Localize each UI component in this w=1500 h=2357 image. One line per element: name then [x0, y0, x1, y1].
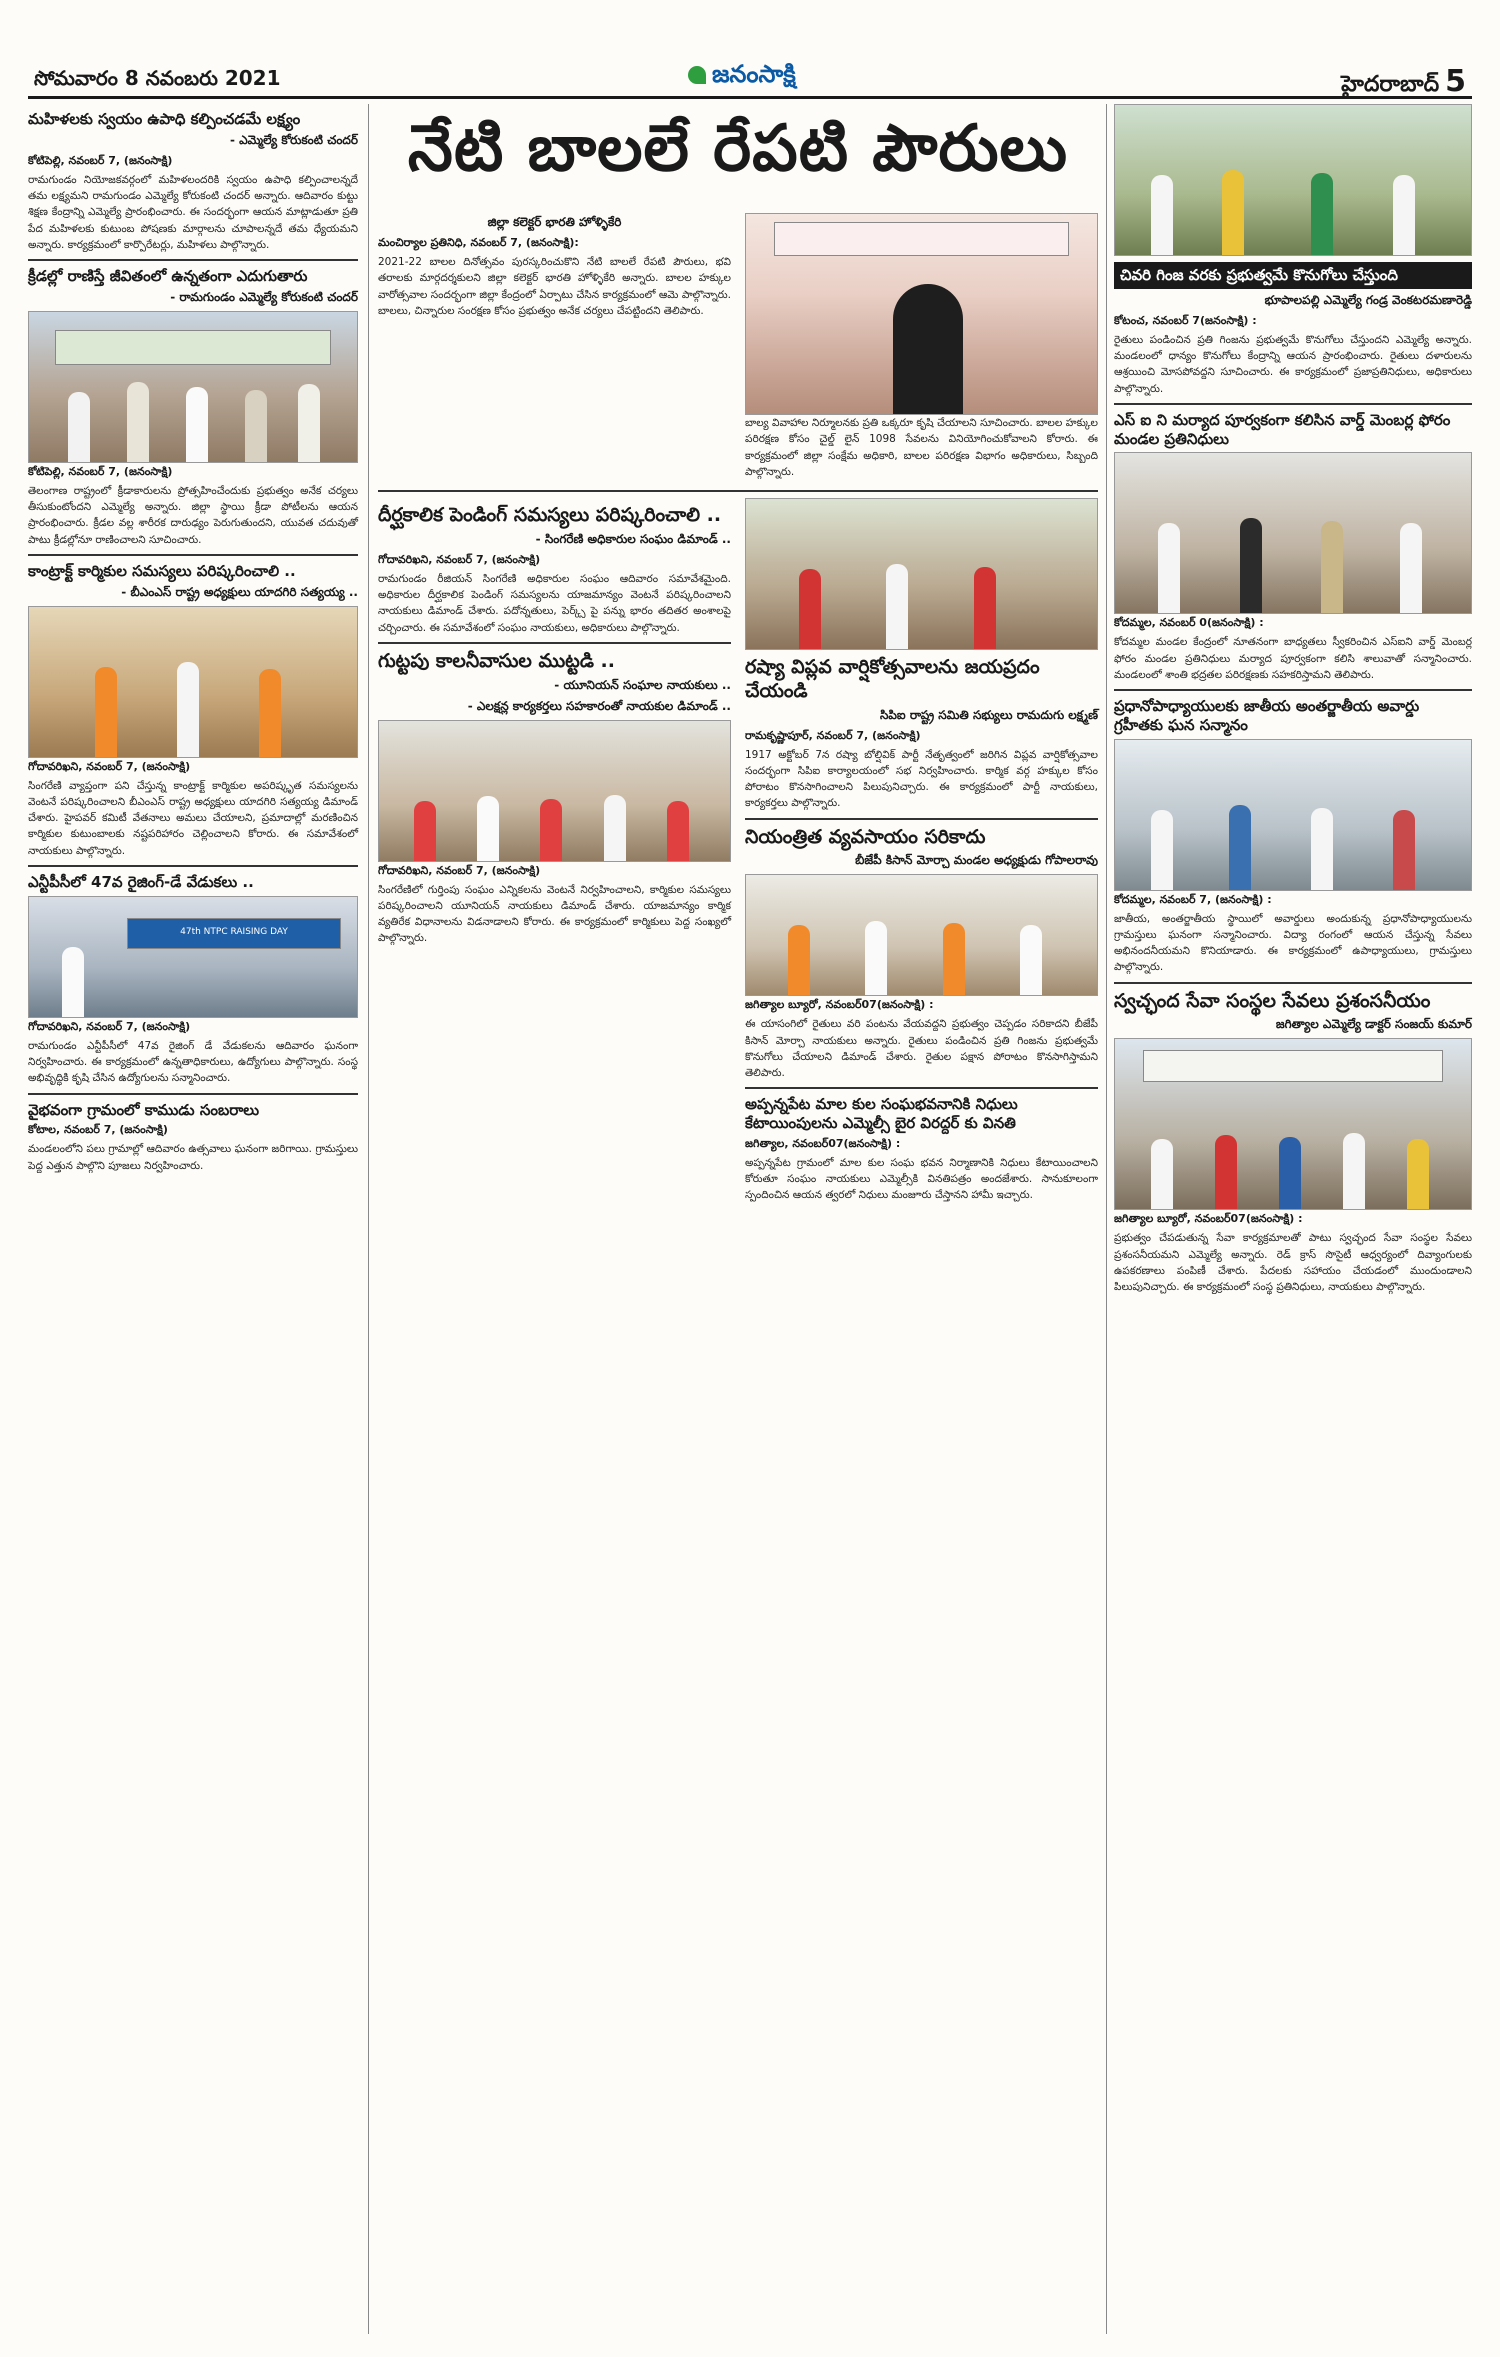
news-photo — [1114, 739, 1472, 891]
article-dateline: గోదావరిఖని, నవంబర్ 7, (జనంసాక్షి) — [28, 759, 191, 773]
article-headline: ఎన్టీపీసీలో 47వ రైజింగ్-డే వేడుకలు .. — [28, 872, 254, 891]
person-figure — [1215, 1135, 1237, 1209]
paper-name: జనంసాక్షి — [712, 60, 796, 88]
article-headline: స్వచ్ఛంద సేవా సంస్థల సేవలు ప్రశంసనీయం — [1114, 989, 1431, 1012]
person-figure — [886, 564, 908, 649]
person-figure — [1393, 175, 1415, 255]
article-byline: సిపిఐ రాష్ట్ర సమితి సభ్యులు రామదుగు లక్ష్మణ్ — [879, 707, 1098, 722]
person-figure — [943, 923, 965, 995]
news-photo — [378, 720, 731, 862]
person-figure — [1229, 805, 1251, 890]
person-figure — [245, 390, 267, 462]
person-figure — [186, 387, 208, 462]
article-subhead: - ఎలక్షన్ల కార్యకర్తలు సహకారంతో నాయకుల డిమాండ్ .. — [467, 698, 731, 713]
article-dateline: గోదావరిఖని, నవంబర్ 7, (జనంసాక్షి) — [378, 863, 541, 877]
photo-banner — [1143, 1050, 1442, 1083]
news-photo — [28, 896, 358, 1018]
article-dateline: మంచిర్యాల ప్రతినిధి, నవంబర్ 7, (జనంసాక్షి): — [378, 236, 579, 249]
person-figure — [1407, 1139, 1429, 1209]
paper-logo — [688, 60, 796, 94]
divider — [28, 865, 358, 867]
person-figure — [1151, 1139, 1173, 1209]
person-figure — [1279, 1137, 1301, 1209]
person-figure — [540, 799, 562, 861]
lead-story — [378, 213, 1098, 484]
divider — [1114, 982, 1472, 984]
article-dateline: గోదావరిఖని, నవంబర్ 7, (జనంసాక్షి) — [378, 552, 541, 566]
person-figure — [865, 921, 887, 995]
article-dateline: కోదమ్మల, నవంబర్ 0(జనంసాక్షి) : — [1114, 616, 1264, 630]
article-dateline: కోటిపెల్లి, నవంబర్ 7, (జనంసాక్షి) — [28, 464, 173, 478]
person-figure — [1343, 1133, 1365, 1209]
article-body: మండలంలోని పలు గ్రామాల్లో ఆదివారం ఉత్సవాలు ఘనంగా జరిగాయి. గ్రామస్తులు పెద్ద ఎత్తున పాల్గొని పూజలు నిర్వహించారు. — [28, 1143, 358, 1172]
article — [28, 110, 358, 253]
article-headline: క్రీడల్లో రాణిస్తే జీవితంలో ఉన్నతంగా ఎదుగుతారు — [28, 267, 308, 286]
column-divider — [368, 104, 369, 2334]
news-photo — [745, 874, 1098, 996]
divider — [1114, 689, 1472, 691]
person-figure — [68, 392, 90, 462]
article-body: ఈ యాసంగిలో రైతులు వరి పంటను వేయవద్దని ప్రభుత్వం చెప్పడం సరికాదని బీజేపీ కిసాన్ మోర్చా నాయకులు అన్నారు. రైతులు పండించిన ప్రతి గింజను ప్రభుత్వమే కొనుగోలు చేయాలని డిమాండ్ చేశారు. రైతుల పక్షాన పోరాటం కొనసాగిస్తామని తెలిపారు. — [745, 1018, 1098, 1080]
photo-banner — [774, 222, 1069, 256]
article-byline: బీజేపీ కిసాన్ మోర్చా మండల అధ్యక్షుడు గోపాలరావు — [855, 853, 1098, 868]
person-figure — [298, 384, 320, 462]
article-body: 2021-22 బాలల దినోత్సవం పురస్కరించుకొని నేటి బాలలే రేపటి పౌరులు, భవి తరాలకు మార్గదర్శకులని జిల్లా కలెక్టర్ భారతి హోళ్ళికేరి అన్నారు. బాలల హక్కుల వారోత్సవాల సందర్భంగా జిల్లా కేంద్రంలో ఏర్పాటు చేసిన కార్యక్రమంలో ఆమె పాల్గొన్నారు. బాలలు, చిన్నారుల సంరక్షణ కోసం ప్రభుత్వం అనేక చర్యలు చేపట్టిందని తెలిపారు. — [378, 256, 731, 317]
person-figure — [667, 801, 689, 861]
divider — [28, 1093, 358, 1095]
divider — [1114, 403, 1472, 405]
article-body: జాతీయ, అంతర్జాతీయ స్థాయిలో అవార్డులు అందుకున్న ప్రధానోపాధ్యాయులను గ్రామస్తులు ఘనంగా సన్మానించారు. విద్యా రంగంలో ఆయన చేస్తున్న సేవలు అభినందనీయమని కొనియాడారు. ఈ కార్యక్రమంలో ఉపాధ్యాయులు, గ్రామస్తులు పాల్గొన్నారు. — [1114, 912, 1472, 974]
article-dateline: కోటాల, నవంబర్ 7, (జనంసాక్షి) — [28, 1123, 168, 1137]
article — [1114, 697, 1472, 976]
article — [28, 1101, 358, 1174]
article-body: బాల్య వివాహాల నిర్మూలనకు ప్రతి ఒక్కరూ కృషి చేయాలని సూచించారు. బాలల హక్కుల పరిరక్షణ కోసం చైల్డ్ లైన్ 1098 సేవలను వినియోగించుకోవాలని కోరారు. ఈ కార్యక్రమంలో జిల్లా సంక్షేమ అధికారి, బాలల పరిరక్షణ విభాగం అధికారులు, సిబ్బంది పాల్గొన్నారు. — [745, 417, 1098, 478]
article-dateline: జగిత్యాల, నవంబర్07(జనంసాక్షి) : — [745, 1136, 901, 1150]
article-headline: ఎస్ ఐ ని మర్యాద పూర్వకంగా కలిసిన వార్డ్ మెంబర్ల ఫోరం మండల ప్రతినిధులు — [1114, 410, 1451, 448]
news-photo — [1114, 104, 1472, 256]
news-photo — [28, 606, 358, 758]
divider — [378, 490, 1098, 492]
person-figure — [799, 569, 821, 649]
article-byline: - ఎమ్మెల్యే కోరుకంటి చందర్ — [229, 132, 358, 147]
photo-banner: 47th NTPC RAISING DAY — [127, 918, 340, 949]
article-dateline: కోదమ్మల, నవంబర్ 7, (జనంసాక్షి) : — [1114, 892, 1272, 906]
article-dateline: కోటిపెల్లి, నవంబర్ 7, (జనంసాక్షి) — [28, 153, 173, 167]
article — [28, 873, 358, 1087]
article-byline: - రామగుండం ఎమ్మెల్యే కోరుకంటి చందర్ — [170, 289, 358, 304]
article-body: ప్రభుత్వం చేపడుతున్న సేవా కార్యక్రమాలతో పాటు స్వచ్ఛంద సేవా సంస్థల సేవలు ప్రశంసనీయమని ఎమ్మెల్యే అన్నారు. రెడ్ క్రాస్ సొసైటీ ఆధ్వర్యంలో దివ్యాంగులకు ఉపకరణాలు పంపిణీ చేశారు. పేదలకు సహాయం చేయడంలో ముందుండాలని పిలుపునిచ్చారు. ఈ కార్యక్రమంలో సంస్థ ప్రతినిధులు, నాయకులు పాల్గొన్నారు. — [1114, 1232, 1472, 1294]
article-subhead: - యూనియన్ సంఘాల నాయకులు .. — [554, 677, 731, 692]
leaf-icon — [688, 66, 706, 84]
person-figure — [1158, 523, 1180, 613]
person-figure — [893, 284, 963, 414]
edition-city: హైదరాబాద్ — [1341, 72, 1440, 97]
lead-headline: నేటి బాలలే రేపటి పౌరులు — [407, 112, 1069, 186]
person-figure — [974, 567, 996, 649]
article — [1114, 104, 1472, 397]
issue-date: సోమవారం 8 నవంబరు 2021 — [34, 66, 281, 90]
news-photo — [1114, 452, 1472, 614]
article-dateline: రామకృష్ణాపూర్, నవంబర్ 7, (జనంసాక్షి) — [745, 728, 921, 742]
article-body: తెలంగాణ రాష్ట్రంలో క్రీడాకారులను ప్రోత్సహించేందుకు ప్రభుత్వం అనేక చర్యలు తీసుకుంటోందని ఎమ్మెల్యే అన్నారు. జిల్లా స్థాయి క్రీడా పోటీలను ఆయన ప్రారంభించారు. క్రీడల వల్ల శారీరక దారుఢ్యం పెరుగుతుందని, యువత చదువుతో పాటు క్రీడల్లోనూ రాణించాలని సూచించారు. — [28, 484, 358, 546]
article-body: అప్పన్నపేట గ్రామంలో మాల కుల సంఘ భవన నిర్మాణానికి నిధులు కేటాయించాలని కోరుతూ సంఘం నాయకులు ఎమ్మెల్సీకి వినతిపత్రం అందజేశారు. సానుకూలంగా స్పందించిన ఆయన త్వరలో నిధులు మంజూరు చేస్తానని హామీ ఇచ్చారు. — [745, 1156, 1098, 1202]
person-figure — [788, 925, 810, 995]
person-figure — [177, 662, 199, 757]
person-figure — [1222, 170, 1244, 255]
center-stories — [378, 498, 1098, 1208]
person-figure — [1151, 175, 1173, 255]
photo-banner — [55, 330, 331, 365]
person-figure — [414, 801, 436, 861]
left-column — [28, 104, 358, 1178]
article-headline: నియంత్రిత వ్యవసాయం సరికాదు — [745, 825, 986, 848]
article-headline: దీర్ఘకాలిక పెండింగ్ సమస్యలు పరిష్కరించాలి .. — [378, 504, 722, 527]
divider — [28, 259, 358, 261]
article-body: 1917 అక్టోబర్ 7న రష్యా బోల్షివిక్ పార్టీ నేతృత్వంలో జరిగిన విప్లవ వార్షికోత్సవాల సందర్భంగా సిపిఐ కార్యాలయంలో సభ నిర్వహించారు. కార్మిక వర్గ హక్కుల కోసం పోరాటం కొనసాగించాలని పిలుపునిచ్చారు. ఈ కార్యక్రమంలో పార్టీ నాయకులు, కార్యకర్తలు పాల్గొన్నారు. — [745, 748, 1098, 810]
article-byline: జగిత్యాల ఎమ్మెల్యే డాక్టర్ సంజయ్ కుమార్ — [1275, 1017, 1472, 1032]
article — [28, 562, 358, 859]
article-byline: జిల్లా కలెక్టర్ భారతి హోళ్ళికేరి — [487, 215, 622, 229]
news-photo — [28, 311, 358, 463]
person-figure — [1151, 810, 1173, 890]
person-figure — [1393, 810, 1415, 890]
divider — [378, 642, 731, 644]
masthead — [28, 60, 1472, 99]
column-divider — [1106, 104, 1107, 2334]
person-figure — [604, 795, 626, 861]
person-figure — [1020, 925, 1042, 995]
edition — [1341, 64, 1466, 102]
article-body: రామగుండం ఎన్టీపీసీలో 47వ రైజింగ్ డే వేడుకలను ఆదివారం ఘనంగా నిర్వహించారు. ఈ కార్యక్రమంలో ఉన్నతాధికారులు, ఉద్యోగులు పాల్గొన్నారు. సంస్థ అభివృద్ధికి కృషి చేసిన ఉద్యోగులను సన్మానించారు. — [28, 1039, 358, 1085]
article-byline: - బీఎంఎస్ రాష్ట్ర అధ్యక్షులు యాదగిరి సత్యయ్య .. — [121, 584, 358, 599]
article-dateline: కోటంచ, నవంబర్ 7(జనంసాక్షి) : — [1114, 313, 1257, 327]
article-headline: మహిళలకు స్వయం ఉపాధి కల్పించడమే లక్ష్యం — [28, 110, 301, 128]
center-column — [378, 104, 1098, 1208]
article-body: రామగుండం నియోజకవర్గంలో మహిళలందరికి స్వయం ఉపాధి కల్పించాలన్నదే తమ లక్ష్యమని రామగుండం ఎమ్మెల్యే కోరుకంటి చందర్ అన్నారు. ఆదివారం కుట్టు శిక్షణ కేంద్రాన్ని ఎమ్మెల్యే ప్రారంభించారు. ఈ సందర్భంగా ఆయన మాట్లాడుతూ ప్రతి పేద మహిళలకు కుటుంబ పోషణకు మార్గాలను చూపాలన్నదే తమ ధ్యేయమని అన్నారు. కార్యక్రమంలో కార్పొరేటర్లు, మహిళలు పాల్గొన్నారు. — [28, 173, 358, 251]
article-body: సింగరేణిలో గుర్తింపు సంఘం ఎన్నికలను వెంటనే నిర్వహించాలని, కార్మికుల సమస్యలు పరిష్కరించాలని యూనియన్ నాయకులు డిమాండ్ చేశారు. యాజమాన్యం కార్మిక వ్యతిరేక విధానాలను విడనాడాలని కోరారు. ఈ కార్యక్రమంలో కార్మికులు పెద్ద సంఖ్యలో పాల్గొన్నారు. — [378, 883, 731, 945]
article-dateline: జగిత్యాల బ్యూరో, నవంబర్07(జనంసాక్షి) : — [745, 998, 934, 1012]
person-figure — [1240, 518, 1262, 613]
article-body: సింగరేణి వ్యాప్తంగా పని చేస్తున్న కాంట్రాక్ట్ కార్మికుల అపరిష్కృత సమస్యలను వెంటనే పరిష్కరించాలని బీఎంఎస్ రాష్ట్ర అధ్యక్షులు యాదగిరి సత్యయ్య డిమాండ్ చేశారు. హైపవర్ కమిటీ వేతనాలు అమలు చేయాలని, ప్రమాదాల్లో మరణించిన కార్మికుల కుటుంబాలకు నష్టపరిహారం చెల్లించాలని కోరారు. ఈ సమావేశంలో నాయకులు పాల్గొన్నారు. — [28, 779, 358, 857]
news-photo — [745, 213, 1098, 415]
person-figure — [127, 382, 149, 462]
person-figure — [62, 947, 84, 1017]
person-figure — [259, 669, 281, 757]
divider — [28, 554, 358, 556]
article — [28, 267, 358, 548]
article-byline: - సింగరేణి అధికారుల సంఘం డిమాండ్ .. — [535, 531, 731, 546]
article-headline: గుట్టపు కాలనీవాసుల ముట్టడి .. — [378, 649, 615, 672]
news-photo — [1114, 1038, 1472, 1210]
article-byline: భూపాలపల్లి ఎమ్మెల్యే గండ్ర వెంకటరమణారెడ్డి — [1264, 292, 1472, 307]
article-headline: అప్పన్నపేట మాల కుల సంఘభవనానికి నిధులు కేటాయింపులను ఎమ్మెల్సీ బైర విరద్దర్ కు వినతి — [745, 1095, 1018, 1133]
divider — [745, 818, 1098, 820]
person-figure — [1400, 523, 1422, 613]
article-body: రామగుండం రీజియన్ సింగరేణి అధికారుల సంఘం ఆదివారం సమావేశమైంది. అధికారుల దీర్ఘకాలిక పెండింగ్ సమస్యలను యాజమాన్యం వెంటనే పరిష్కరించాలని నాయకులు డిమాండ్ చేశారు. పదోన్నతులు, పెర్క్స్ పై పన్ను భారం తదితర అంశాలపై చర్చించారు. ఈ సమావేశంలో సంఘం నాయకులు, అధికారులు పాల్గొన్నారు. — [378, 572, 731, 634]
article-headline: ప్రధానోపాధ్యాయులకు జాతీయ అంతర్జాతీయ అవార్డు గ్రహీతకు ఘన సన్మానం — [1114, 697, 1420, 734]
article-body: రైతులు పండించిన ప్రతి గింజను ప్రభుత్వమే కొనుగోలు చేస్తుందని ఎమ్మెల్యే అన్నారు. మండలంలో ధాన్యం కొనుగోలు కేంద్రాన్ని ఆయన ప్రారంభించారు. రైతులు దళారులను ఆశ్రయించి మోసపోవద్దని సూచించారు. ఈ కార్యక్రమంలో ప్రజాప్రతినిధులు, అధికారులు పాల్గొన్నారు. — [1114, 333, 1472, 395]
article — [1114, 990, 1472, 1296]
article-headline: చివరి గింజ వరకు ప్రభుత్వమే కొనుగోలు చేస్తుంది — [1114, 262, 1472, 289]
person-figure — [477, 796, 499, 861]
person-figure — [1311, 808, 1333, 890]
news-photo — [745, 498, 1098, 650]
article-dateline: గోదావరిఖని, నవంబర్ 7, (జనంసాక్షి) — [28, 1019, 191, 1033]
article-body: కోదమ్మల మండల కేంద్రంలో నూతనంగా బాధ్యతలు స్వీకరించిన ఎస్ఐని వార్డ్ మెంబర్ల ఫోరం మండల ప్రతినిధులు మర్యాద పూర్వకంగా కలిసి శాలువాతో సన్మానించారు. మండలంలో శాంతి భద్రతల పరిరక్షణకు సహకరిస్తామని తెలిపారు. — [1114, 636, 1472, 681]
article — [1114, 411, 1472, 683]
article-headline: వైభవంగా గ్రామంలో కాముడు సంబరాలు — [28, 1100, 260, 1119]
article-headline: కాంట్రాక్ట్ కార్మికుల సమస్యలు పరిష్కరించాలి .. — [28, 561, 296, 580]
article-headline: రష్యా విప్లవ వార్షికోత్సవాలను జయప్రదం చేయండి — [745, 656, 1040, 702]
article-dateline: జగిత్యాల బ్యూరో, నవంబర్07(జనంసాక్షి) : — [1114, 1212, 1303, 1226]
right-column — [1114, 104, 1472, 1299]
divider — [745, 1087, 1098, 1089]
person-figure — [95, 667, 117, 757]
page-number: 5 — [1445, 64, 1466, 99]
newspaper-page — [28, 0, 1472, 2357]
person-figure — [1311, 173, 1333, 255]
person-figure — [1321, 521, 1343, 613]
